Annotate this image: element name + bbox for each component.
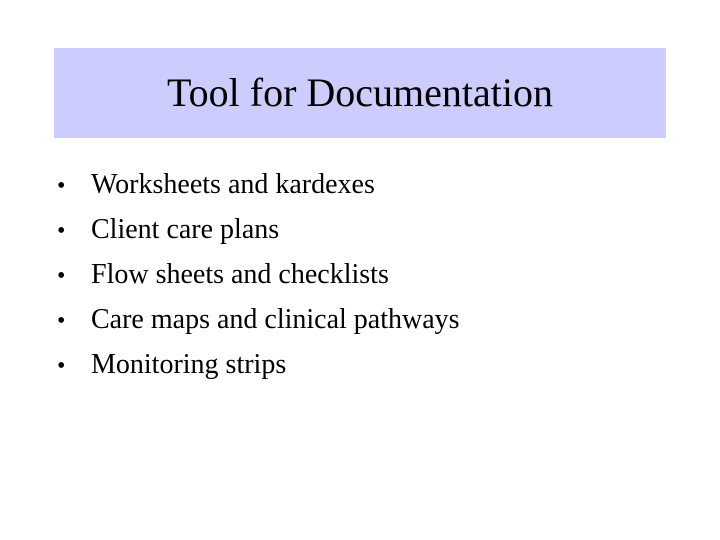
list-item: [54, 207, 666, 252]
bullet-icon: •: [57, 173, 66, 199]
bullet-icon: •: [57, 308, 66, 334]
bullet-text: Client care plans: [91, 214, 280, 245]
list-item: [54, 162, 666, 207]
list-item: [54, 252, 666, 297]
bullet-text: Worksheets and kardexes: [91, 169, 375, 200]
bullet-text: Flow sheets and checklists: [91, 259, 389, 290]
list-item: [54, 342, 666, 387]
bullet-icon: •: [57, 263, 66, 289]
bullet-icon: •: [57, 353, 66, 379]
slide-title: Tool for Documentation: [167, 70, 553, 115]
bullet-text: Monitoring strips: [91, 349, 287, 380]
bullet-text: Care maps and clinical pathways: [91, 304, 460, 335]
list-item: [54, 297, 666, 342]
title-banner: [54, 48, 666, 138]
bullet-icon: •: [57, 218, 66, 244]
bullet-list: [54, 162, 666, 387]
